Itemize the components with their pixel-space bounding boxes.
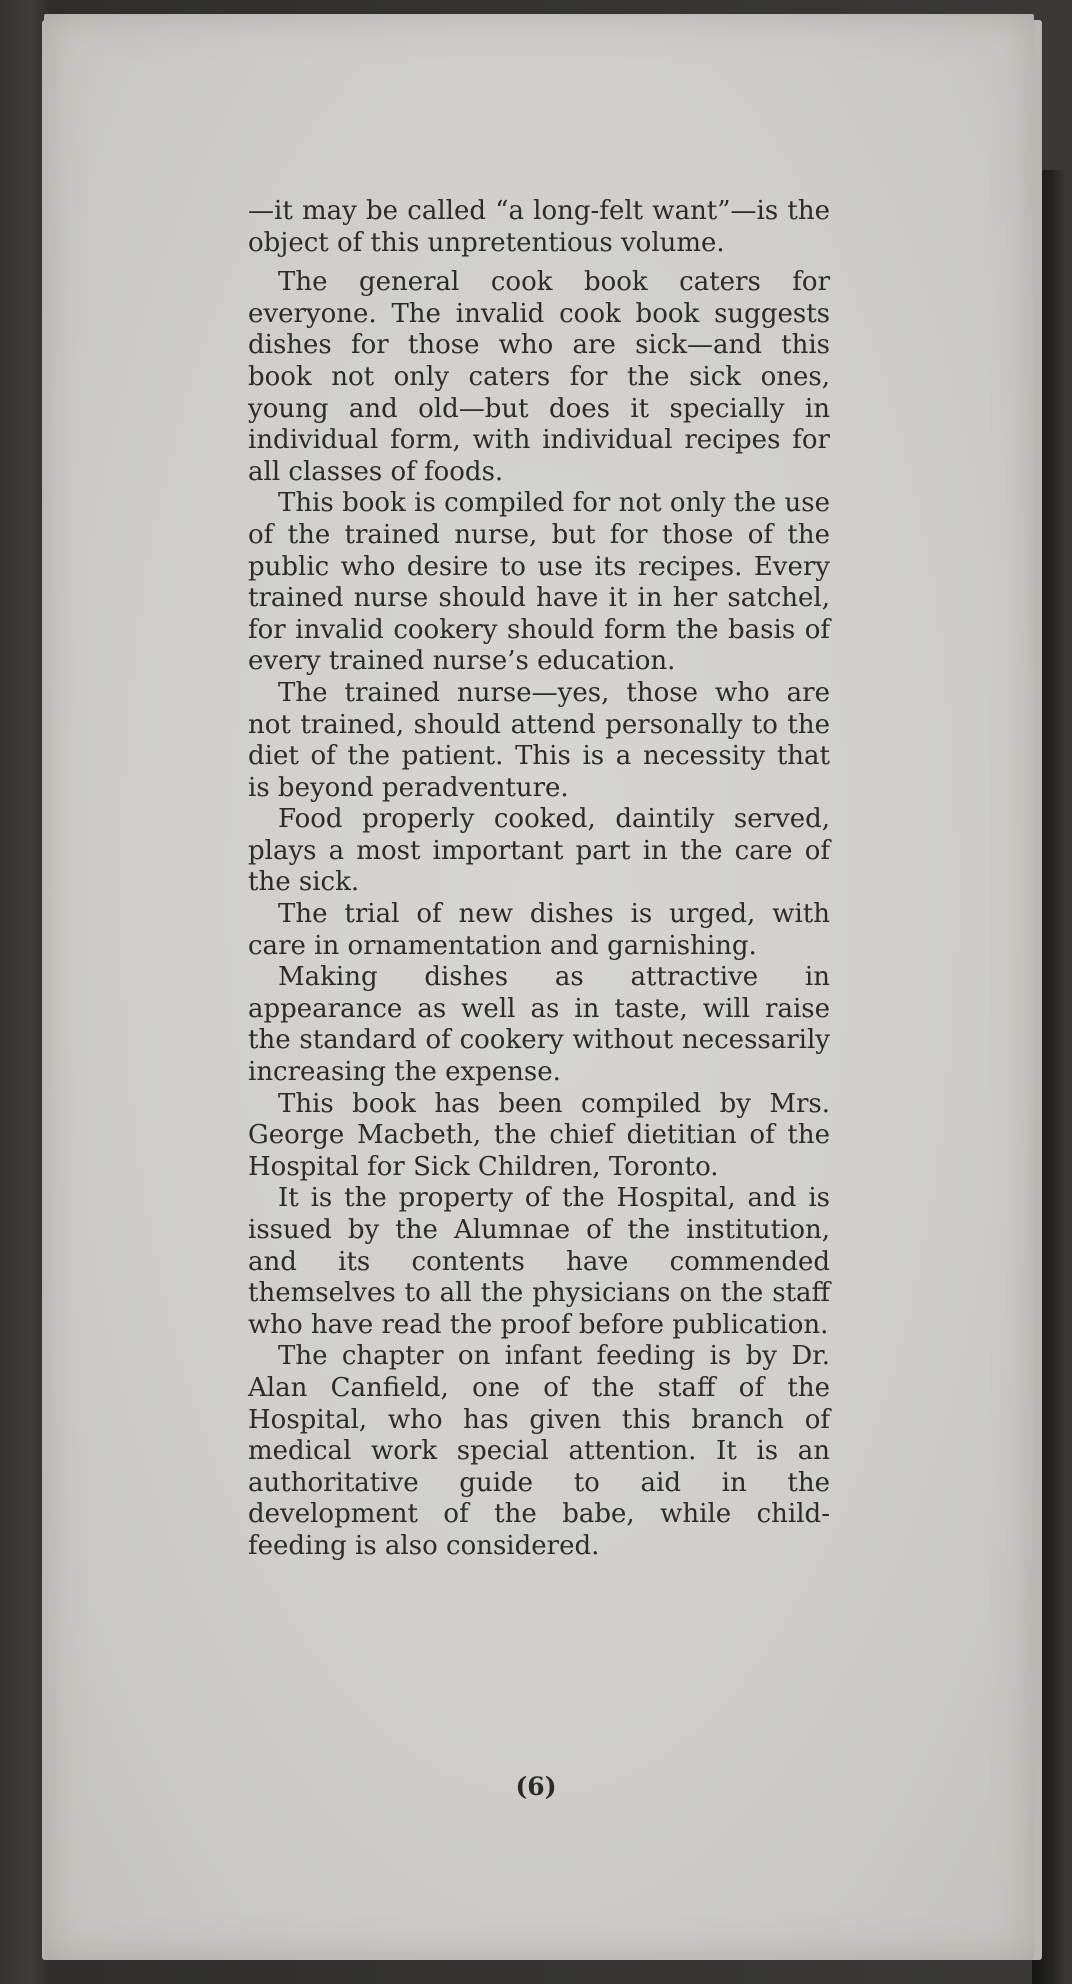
page-number: (6) xyxy=(515,1772,557,1801)
paragraph: Making dishes as attractive in appearance as well as in taste, will raise the standard of cookery without necessarily increasing the expense. xyxy=(248,962,830,1088)
paragraph: This book is compiled for not only the use of the trained nurse, but for those of the public who desire to use its recipes. Every trained nurse should have it in her satchel, for invalid cookery should form the basis of every trained nurse’s education. xyxy=(248,488,830,677)
paragraph: The chapter on infant feeding is by Dr. Alan Canfield, one of the staff of the Hospital, who has given this branch of medical work special attention. It is an authoritative guide to aid in the development of the babe, while child-feeding is also considered. xyxy=(248,1341,830,1561)
paragraph: It is the property of the Hospital, and is issued by the Alumnae of the institution, and its contents have commended themselves to all the physicians on the staff who have read the proof before publication. xyxy=(248,1183,830,1340)
paragraph: Food properly cooked, daintily served, plays a most important part in the care of the sick. xyxy=(248,804,830,898)
paragraph: —it may be called “a long-felt want”—is the object of this unpretentious volume. xyxy=(248,196,830,258)
body-text xyxy=(248,196,830,1563)
paragraph: This book has been compiled by Mrs. George Macbeth, the chief dietitian of the Hospital for Sick Children, Toronto. xyxy=(248,1088,830,1182)
paragraph: The trial of new dishes is urged, with care in ornamentation and garnishing. xyxy=(248,899,830,961)
paragraph: The trained nurse—yes, those who are not trained, should attend personally to the diet of the patient. This is a necessity that is beyond peradventure. xyxy=(248,677,830,803)
paragraph: The general cook book caters for everyone. The invalid cook book suggests dishes for those who are sick—and this book not only caters for the sick ones, young and old—but does it specially in individual form, with individual recipes for all classes of foods. xyxy=(248,267,830,487)
